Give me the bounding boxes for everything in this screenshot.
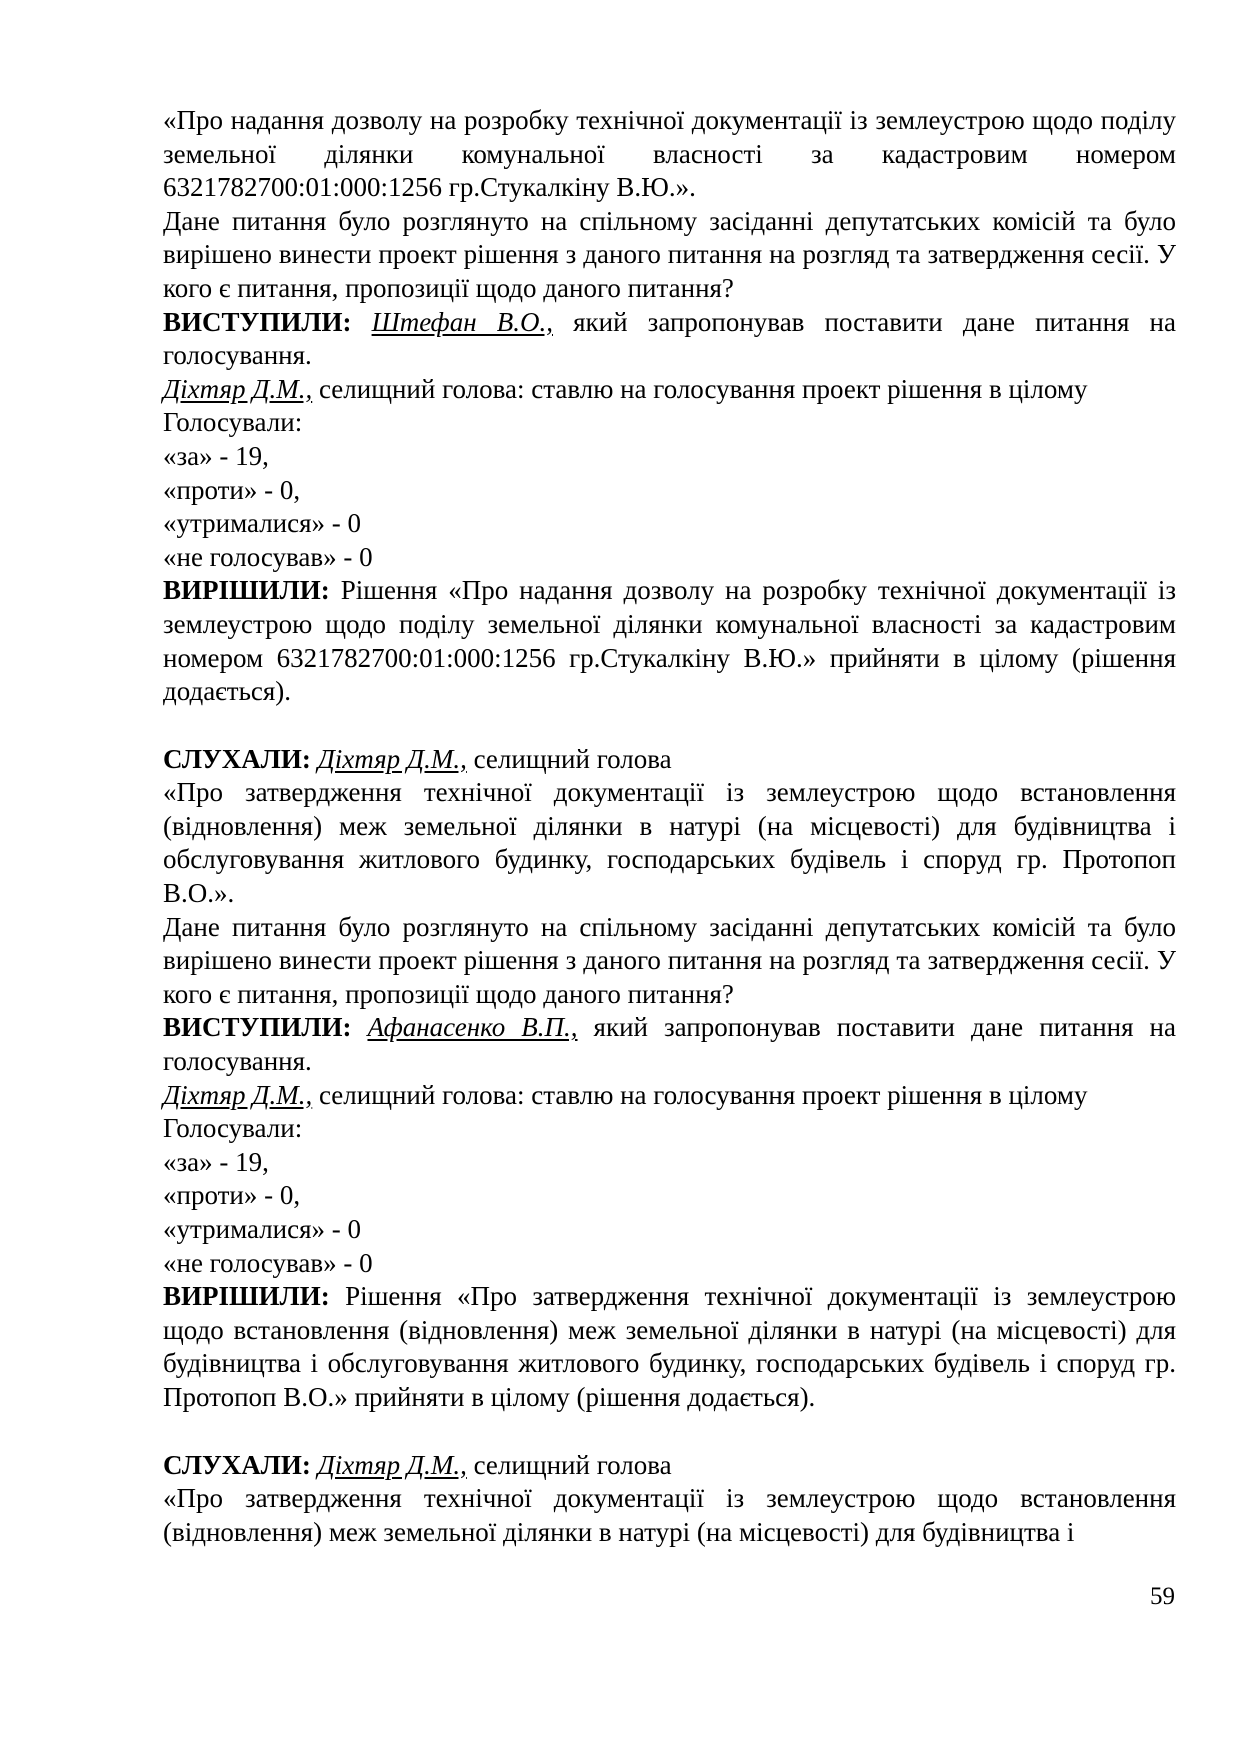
chair-paragraph xyxy=(163,373,1176,407)
vote-abstained: «утрималися» - 0 xyxy=(163,508,362,539)
heard-paragraph xyxy=(163,743,1176,777)
document-body xyxy=(163,104,1176,1549)
spoke-label: ВИСТУПИЛИ: xyxy=(163,1012,352,1043)
heard-role: селищний голова xyxy=(466,743,672,774)
question-text: «Про надання дозволу на розробку технічної документації із землеустрою щодо поділу земельної ділянки комунальної власності за кадастровим номером 6321782700:01:000:1256 гр.Стукалкіну В.Ю.». xyxy=(163,105,1176,203)
heard-name: Діхтяр Д.М., xyxy=(317,1449,467,1480)
heard-label: СЛУХАЛИ: xyxy=(163,743,311,774)
vote-for: «за» - 19, xyxy=(163,1146,269,1177)
chair-text: селищний голова: ставлю на голосування проект рішення в цілому xyxy=(312,373,1088,404)
discussion-text: Дане питання було розглянуто на спільному засіданні депутатських комісій та було вирішено винести проект рішення з даного питання на розгляд та затвердження сесії. У кого є питання, пропозиції щодо даного питання? xyxy=(163,911,1176,1009)
chair-name: Діхтяр Д.М., xyxy=(163,373,313,404)
speaker-text: який запропонував поставити дане питання на голосування. xyxy=(163,1012,1176,1077)
vote-against: «проти» - 0, xyxy=(163,474,301,505)
question-text: «Про затвердження технічної документації із землеустрою щодо встановлення (відновлення) меж земельної ділянки в натурі (на місцевості) для будівництва і xyxy=(163,1483,1176,1547)
speaker-name: Штефан В.О., xyxy=(371,306,553,337)
vote-not-voted: «не голосував» - 0 xyxy=(163,541,373,572)
chair-text: селищний голова: ставлю на голосування проект рішення в цілому xyxy=(312,1079,1088,1110)
section-gap xyxy=(163,1415,1176,1449)
voted-label: Голосували: xyxy=(163,407,303,438)
voted-label: Голосували: xyxy=(163,1113,303,1144)
speaker-name: Афанасенко В.П., xyxy=(367,1012,578,1043)
discussion-text: Дане питання було розглянуто на спільному засіданні депутатських комісій та було вирішено винести проект рішення з даного питання на розгляд та затвердження сесії. У кого є питання, пропозиції щодо даного питання? xyxy=(163,205,1176,303)
question-text: «Про затвердження технічної документації із землеустрою щодо встановлення (відновлення) меж земельної ділянки в натурі (на місцевості) для будівництва і обслуговування житлового будинку, господарських будівель і споруд гр. Протопоп В.О.». xyxy=(163,777,1176,909)
vote-against: «проти» - 0, xyxy=(163,1180,301,1211)
decided-label: ВИРІШИЛИ: xyxy=(163,575,330,606)
decision-paragraph xyxy=(163,574,1176,708)
page-number: 59 xyxy=(1150,1583,1175,1610)
vote-not-voted: «не голосував» - 0 xyxy=(163,1247,373,1278)
speaker-text: який запропонував поставити дане питання на голосування. xyxy=(163,306,1176,371)
decision-text: Рішення «Про надання дозволу на розробку технічної документації із землеустрою щодо поділу земельної ділянки комунальної власності за кадастровим номером 6321782700:01:000:1256 гр.Стукалкіну В.Ю.» прийняти в цілому (рішення додається). xyxy=(163,575,1176,707)
decision-paragraph xyxy=(163,1280,1176,1414)
heard-paragraph xyxy=(163,1449,1176,1483)
section-gap xyxy=(163,709,1176,743)
chair-name: Діхтяр Д.М., xyxy=(163,1079,313,1110)
spoke-label: ВИСТУПИЛИ: xyxy=(163,306,352,337)
vote-abstained: «утрималися» - 0 xyxy=(163,1214,362,1244)
heard-label: СЛУХАЛИ: xyxy=(163,1449,311,1480)
chair-paragraph xyxy=(163,1079,1176,1113)
vote-for: «за» - 19, xyxy=(163,440,269,471)
decided-label: ВИРІШИЛИ: xyxy=(163,1281,330,1312)
spoke-paragraph xyxy=(163,1011,1176,1078)
heard-role: селищний голова xyxy=(466,1449,672,1480)
heard-name: Діхтяр Д.М., xyxy=(317,743,467,774)
spoke-paragraph xyxy=(163,306,1176,373)
decision-text: Рішення «Про затвердження технічної документації із землеустрою щодо встановлення (відновлення) меж земельної ділянки в натурі (на місцевості) для будівництва і обслуговування житлового будинку, господарських будівель і споруд гр. Протопоп В.О.» прийняти в цілому (рішення додається). xyxy=(163,1281,1176,1412)
